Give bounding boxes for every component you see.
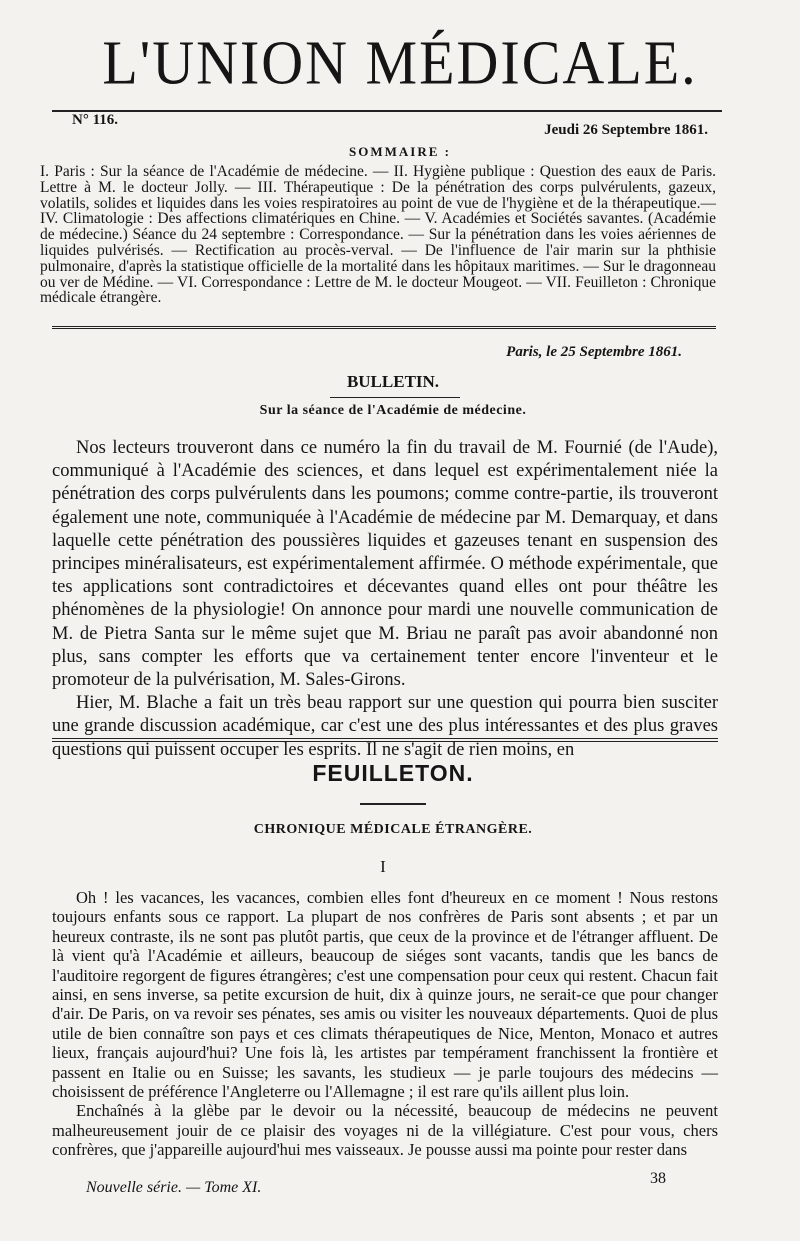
issue-number: N° 116.: [72, 112, 119, 128]
feuilleton-body: [52, 888, 718, 1160]
page-number: 38: [650, 1170, 666, 1187]
footer-series: Nouvelle série. — Tome XI.: [86, 1179, 262, 1196]
sommaire-text: I. Paris : Sur la séance de l'Académie de médecine. — II. Hygiène publique : Question des eaux de Paris. Lettre à M. le docteur Jolly. — III. Thérapeutique : De la pénétration des corps pulvérulents, gazeux, volatils, solides et liquides dans les voies respiratoires au point de vue de l'hygiène et de la thérapeutique.— IV. Climatologie : Des affections climatériques en Chine. — V. Académies et Sociétés savantes. (Académie de médecine.) Séance du 24 septembre : Correspondance. — Sur la pénétration dans les voies aériennes de liquides pulvérisés. — Rectification au procès-verval. — De l'influence de l'air marin sur la phthisie pulmonaire, d'après la statistique officielle de la mortalité dans les hôpitaux maritimes. — Sur le dragonneau ou ver de Médine. — VI. Correspondance : Lettre de M. le docteur Mougeot. — VII. Feuilleton : Chronique médicale étrangère.: [40, 163, 716, 307]
bulletin-dateline: Paris, le 25 Septembre 1861.: [506, 344, 682, 360]
feuilleton-paragraph: Oh ! les vacances, les vacances, combien elles font d'heureux en ce moment ! Nous restons toujours enfants sous ce rapport. La plupart de nos confrères de Paris sont absents ; et par un heureux contraste, ils ne sont pas plutôt partis, que ceux de la province et de l'étranger affluent. De là vient qu'à l'Académie et ailleurs, beaucoup de siéges sont vacants, tandis que les bancs de l'auditoire regorgent de figures étrangères; c'est une compensation pour ceux qui restent. Chacun fait ainsi, en sens inverse, sa petite excursion de huit, dix à quinze jours, ne serait-ce que pour changer d'air. De Paris, on va revoir ses pénates, ses amis ou visiter les nouveaux départements. Quoi de plus utile de bien connaître son pays et ces climats thérapeutiques de Nice, Menton, Monaco et autres lieux, français aujourd'hui? Une fois là, les artistes par tempérament franchissent la frontière et passent en Italie ou en Suisse; les savants, les studieux — je parle toujours des médecins — choisissent de préférence l'Angleterre ou l'Allemagne ; il est rare qu'ils aillent plus loin.: [52, 888, 718, 1102]
feuilleton-subtitle: CHRONIQUE MÉDICALE ÉTRANGÈRE.: [253, 822, 533, 837]
bulletin-subtitle: Sur la séance de l'Académie de médecine.: [259, 403, 527, 418]
feuilleton-separator: [52, 738, 718, 742]
issue-date: Jeudi 26 Septembre 1861.: [544, 122, 708, 138]
bulletin-rule: [330, 397, 460, 398]
masthead-title: L'UNION MÉDICALE.: [102, 27, 698, 98]
feuilleton-title: FEUILLETON.: [312, 760, 474, 786]
bulletin-body: [52, 437, 718, 762]
sommaire-title: SOMMAIRE :: [349, 144, 451, 159]
bulletin-title: BULLETIN.: [346, 372, 440, 391]
feuilleton-section-number: I: [380, 857, 386, 876]
feuilleton-paragraph: Enchaînés à la glèbe par le devoir ou la nécessité, beaucoup de médecins ne peuvent malheureusement jouir de ce plaisir des voyages ni de la villégiature. C'est pour vous, chers confrères, que j'appareille aujourd'hui mes vaisseaux. Je pousse aussi ma pointe pour rester dans: [52, 1101, 718, 1160]
bulletin-paragraph: Nos lecteurs trouveront dans ce numéro la fin du travail de M. Fournié (de l'Aude), communiqué à l'Académie des sciences, et dans lequel est expérimentalement niée la pénétration des corps pulvérulents dans les poumons; comme contre-partie, ils trouveront également une note, communiquée à l'Académie de médecine par M. Demarquay, et dans laquelle cette pénétration des poussières liquides et gazeuses tenant en suspension des principes minéralisateurs, est expérimentalement affirmée. O méthode expérimentale, que tes applications sont contradictoires et décevantes quand elles ont pour théâtre les phénomènes de la physiologie! On annonce pour mardi une nouvelle communication de M. de Pietra Santa sur le même sujet que M. Briau ne paraît pas avoir abandonné non plus, sans compter les efforts que va certainement tenter encore l'inventeur et le promoteur de la pulvérisation, M. Sales-Girons.: [52, 438, 718, 691]
sommaire-rule: [52, 326, 716, 329]
masthead-rule: [52, 110, 722, 112]
bulletin-paragraph: Hier, M. Blache a fait un très beau rapport sur une question qui pourra bien susciter une grande discussion académique, car c'est une des plus intéressantes et des plus graves questions qui puissent occuper les esprits. Il ne s'agit de rien moins, en: [52, 693, 718, 760]
feuilleton-rule: [360, 803, 426, 805]
